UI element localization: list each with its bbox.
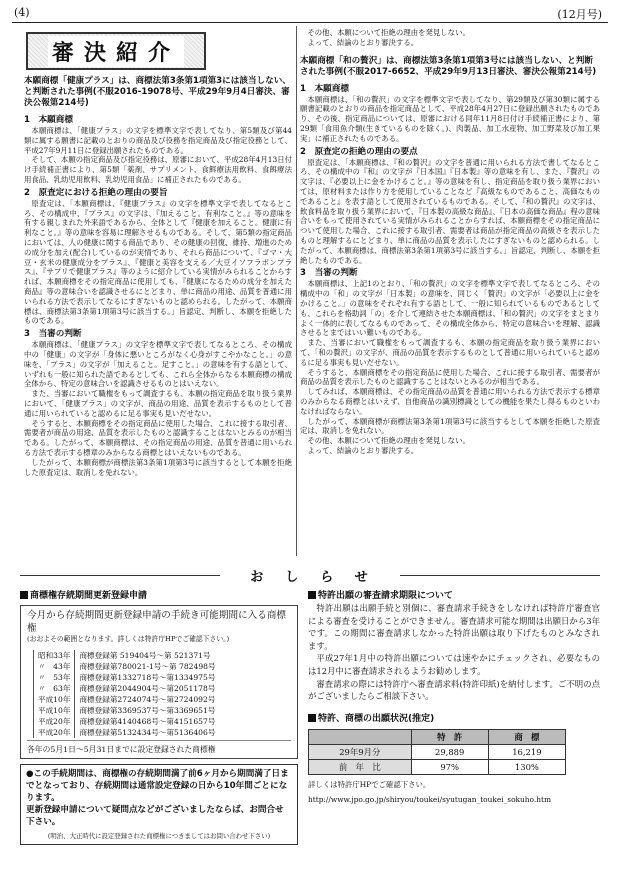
registration-table xyxy=(33,650,221,738)
table-row xyxy=(309,759,566,774)
issue-label: (12月号) xyxy=(557,8,602,21)
stats-patent: 29,889 xyxy=(411,744,488,759)
stats-table xyxy=(308,729,566,775)
stats-row-label: 29年9月分 xyxy=(309,744,412,759)
registration-range: 商標登録第2724074号～第2724092号 xyxy=(79,695,216,704)
table-row xyxy=(34,661,221,672)
paragraph: その他、本願について拒絶の理由を発見しない。 xyxy=(307,436,470,446)
page-number: (4) xyxy=(14,6,30,19)
paragraph: その他、本願について拒絶の理由を発見しない。 xyxy=(307,28,470,37)
black-square-icon xyxy=(308,714,316,722)
banner-rule-left xyxy=(20,575,220,576)
section-title-box xyxy=(26,32,206,70)
stats-header: 商 標 xyxy=(488,729,565,744)
registration-range: 商標登録第3369537号～第3369651号 xyxy=(79,706,216,715)
exam-paragraph: 審査請求の際には特許庁へ審査請求料(特許印紙)を納付します。ご不明の点がございましたらご相談下さい。 xyxy=(308,678,600,702)
stats-row-label: 前 年 比 xyxy=(309,759,412,774)
registration-era: 〃 63年 xyxy=(34,683,75,694)
stats-foot: 詳しくは特許庁HPでご確認下さい。 xyxy=(308,779,431,789)
exam-paragraph: 特許出願は出願手続と別個に、審査請求手続きをしなければ特許庁審査官による審査を受けることができません。審査請求可能な期間は出願日から3年です。この期間に審査請求しなかった特許出願は取り下げたものとみなされます。 xyxy=(308,603,600,651)
renewal-notice-box xyxy=(20,764,298,845)
renewal-lead-note: (おおよその範囲となります。詳しくは特許庁HPでご確認下さい。) xyxy=(27,635,230,643)
exam-title: 特許出願の審査請求期限について xyxy=(308,590,600,602)
table-row xyxy=(34,716,221,727)
table-row xyxy=(34,705,221,716)
heading-2-3: 3 当審の判断 xyxy=(300,268,358,279)
banner-rule-right xyxy=(400,575,600,576)
table-row xyxy=(34,683,221,694)
column-divider xyxy=(296,26,297,556)
stats-header xyxy=(309,729,412,744)
paragraph: そうすると、本願商標をその指定商品に使用した場合、これに接する取引者、需要者が商品の品質を表示したものと認識することはないとみるのが相当である。 xyxy=(300,367,600,387)
renewal-title: 商標権存続期間更新登録申請 xyxy=(20,590,298,602)
notice-banner-label: おしらせ xyxy=(250,569,390,585)
paragraph: したがって、本願商標が商標法第3条第1項第3号に該当するとして本願を拒絶した原査定は、取消しを免れない。 xyxy=(300,416,600,436)
table-row xyxy=(34,672,221,683)
paragraph: 本願商標は、「和の贅沢」の文字を標準文字で表してなり、第29類及び第30類に属する願書記載のとおりの商品を指定商品として、平成28年4月27日に登録出願されたものであり、その後、指定商品については、原審における同年11月8日付け手続補正書により、第29類「食用魚介類(生きているものを除く。)、肉製品、加工水産物、加工野菜及び加工果実」に補正されたものである。 xyxy=(300,94,600,143)
paragraph: また、当審において職権をもって調査するも、本願の指定商品を取り扱う業界において、「健康プラス」の文字が、商品の用途、品質を表示するものとして普通に用いられていると認めるに足る事実も見いだせない。 xyxy=(24,389,292,418)
paragraph: よって、結論のとおり審決する。 xyxy=(307,445,419,455)
left-column xyxy=(24,28,292,560)
paragraph: してみれば、本願商標は、その指定商品の品質を普通に用いられる方法で表示する標章のみからなる商標とはいえず、自他商品の識別標識としての機能を果たし得るものといわなければならない。 xyxy=(300,387,600,416)
case-title-1: 本願商標「健康プラス」は、商標法第3条第1項第3には該当しない、と判断された事例(不服2016-19078号、平成29年9月4日審決、審決公報第214号) xyxy=(24,76,291,108)
table-row xyxy=(34,694,221,705)
exam-section xyxy=(308,590,600,858)
notice-banner xyxy=(20,566,600,584)
table-row xyxy=(309,744,566,759)
registration-era: 〃 53年 xyxy=(34,672,75,683)
paragraph: 本願商標は、「健康プラス」の文字を標準文字で表してなり、第5類及び第44類に属する願書に記載のとおりの商品及び役務を指定商品及び指定役務として、平成27年9月11日に登録出願されたものである。 xyxy=(24,126,292,155)
paragraph: そうすると、本願商標をその指定商品に使用した場合、これに接する取引者、需要者が商品の用途、品質を表示したものと認識することはないとみるのが相当である。したがって、本願商標は、その指定商品の用途、品質を普通に用いられる方法で表示する標章のみからなる商標とはいえないものである。 xyxy=(24,418,292,457)
paragraph: 原査定は、「本願商標は、『健康プラス』の文字を標準文字で表してなるところ、その構成中、『プラス』の文字は、『加えること。有利なこと。』等の意味を有する親しまれた外来語であるから、全体として『健康を加えること。健康に有利なこと。』等の意味を容易に理解させるものである。そして、第5類の指定商品においては、人の健康に関する商品であり、その健康の回復、維持、増進のための成分を加え(配合)しているのが実情であり、それら商品について、『ゴマ・大豆・玄米の健康成分をプラス』、『健康と美容を支える／大豆イソフラボンプラス』、『サプリで健康プラス』等のように紹介している実情がみられることからすれば、本願商標をその指定商品に使用しても、『健康になるための成分を加えた商品』等の意味合いを認識させるにとどまり、単に商品の用途、品質を普通に用いられる方法で表示してなるにすぎないものと認められる。したがって、本願商標は、商標法第3条第1項第3号に該当する。」旨認定、判断し、本願を拒絶したものである。 xyxy=(24,198,292,326)
stats-tm: 130% xyxy=(488,759,565,774)
registration-range: 商標登録第780021-1号～第 782498号 xyxy=(79,662,216,671)
exam-paragraph: 平成27年1月中の特許出願については速やかにチェックされ、必要なものは12月中に審査請求されるようお勧めします。 xyxy=(308,653,600,676)
renewal-notice: ●この手続期間は、商標権の存続期間満了前6ヶ月から期間満了日までとなっており、存続期間は通常設定登録の日から10年間ごとになります。 xyxy=(26,769,289,803)
registration-range: 商標登録第5132434号～第5136406号 xyxy=(79,728,216,737)
registration-era: 平成20年 xyxy=(34,716,75,727)
registration-era: 〃 43年 xyxy=(34,661,75,672)
stats-tm: 16,219 xyxy=(488,744,565,759)
paragraph: そして、本願の指定商品及び指定役務は、原審において、平成28年4月13日付け手続補正書により、第5類「薬剤、サプリメント、食餌療法用飲料、食餌療法用食品、乳幼児用飲料、乳幼児用食品」に補正されたものである。 xyxy=(24,155,292,184)
stats-header: 特 許 xyxy=(411,729,488,744)
case-title-2: 本願商標「和の贅沢」は、商標法第3条第1項第3号には該当しない、と判断された事例(不服2017-6652、平成29年9月13日審決、審決公報第214号) xyxy=(300,55,597,77)
heading-2-1: 1 本願商標 xyxy=(300,83,349,94)
renewal-notice-note: (明治、大正時代に設定登録された商標権につきましてはお問い合わせ下さい) xyxy=(47,832,271,840)
registration-era: 平成10年 xyxy=(34,705,75,716)
heading-1-2: 2 原査定における拒絶の理由の要旨 xyxy=(24,187,168,198)
registration-era: 平成10年 xyxy=(34,694,75,705)
paragraph: 本願商標は、上記1のとおり、「和の贅沢」の文字を標準文字で表してなるところ、その構成中の「和」の文字が「日本製」の意味を、同じく「贅沢」の文字が「必要以上に金をかけること。」の意味をそれぞれ有する語として、一般に知られているものであるとしても、これらを格助詞「の」を介して連結させた本願商標は、「和の贅沢」の文字をまとまりよく一体的に表してなるものであって、その構成全体から、特定の意味合いを理解、認識させるとまではいい難いものである。 xyxy=(300,279,600,338)
paragraph: 本願商標は、「健康プラス」の文字を標準文字で表してなるところ、その構成中の「健康」の文字が「身体に悪いところがなく心身がすこやかなこと。」の意味を、「プラス」の文字が「加えること。足すこと。」の意味を有する語として、いずれも一般に知られた語であるとしても、これら全体からなる本願商標の構成全体から、特定の意味合いを認識させるものとはいえない。 xyxy=(24,340,292,389)
heading-1-1: 1 本願商標 xyxy=(24,115,73,125)
registration-range: 商標登録第 519404号～第 521371号 xyxy=(79,651,211,660)
renewal-section xyxy=(20,590,298,858)
paragraph: また、当審において職権をもって調査するも、本願の指定商品を取り扱う業界において、「和の贅沢」の文字が、商品の品質を表示するものとして普通に用いられていると認めるに足る事実も見いだせない。 xyxy=(300,338,600,367)
section-title: 審決紹介 xyxy=(48,36,184,67)
paragraph: したがって、本願商標が商標法第3条第1項第3号に該当するとして本願を拒絶した原査定は、取消しを免れない。 xyxy=(24,457,292,477)
registration-range: 商標登録第4140468号～第4151657号 xyxy=(79,717,216,726)
heading-1-3: 3 当審の判断 xyxy=(24,329,82,340)
renewal-notice-2: 更新登録申請について疑問点などがございましたならば、お問合せ下さい。 xyxy=(26,805,284,827)
black-square-icon xyxy=(20,591,28,599)
renewal-period: 各年の5月1日～5月31日までに設定登録された商標権 xyxy=(27,740,291,755)
table-row xyxy=(34,650,221,661)
table-row xyxy=(34,727,221,738)
stats-title: 特許、商標の出願状況(推定) xyxy=(308,713,600,725)
paragraph: よって、結論のとおり審決する。 xyxy=(307,37,419,47)
renewal-lead: 今月から存続期間更新登録申請の手続き可能期間に入る商標権 xyxy=(27,610,287,634)
stats-section xyxy=(308,713,600,805)
stats-patent: 97% xyxy=(411,759,488,774)
paragraph: 原査定は、「本願商標は、『和の贅沢』の文字を普通に用いられる方法で書してなるところ、その構成中の『和』の文字が『日本国』『日本製』等の意味を有し、また、『贅沢』の文字は、『必要以上に金をかけること。』等の意味を有し、指定商品を取り扱う業界においては、原材料または作り方を使用していることなど『高級なものであること、高価なものであること』を表す語として使用されているものである。そして、『和の贅沢』の文字は、飲食料品を取り扱う業界において、『日本製の高級な商品』、『日本の高価な商品』程の意味合いをもって使用されている実情がみられることからすれば、本願商標をその指定商品について使用した場合、これに接する取引者、需要者は商品が指定商品の高級さを表示したものと理解するにとどまり、単に商品の品質を表示したにすぎないものと認められる。したがって、本願商標は、商標法第3条第1項第3号に該当する。」旨認定、判断し、本願を拒絶したものである。 xyxy=(300,157,600,265)
top-rule xyxy=(12,22,608,23)
registration-era: 昭和33年 xyxy=(34,650,75,661)
registration-era: 平成20年 xyxy=(34,727,75,738)
registration-range: 商標登録第2044904号～第2051178号 xyxy=(79,684,216,693)
right-column xyxy=(300,28,600,560)
renewal-box xyxy=(20,605,298,759)
stats-url[interactable]: http://www.jpo.go.jp/shiryou/toukei/syutugan_toukei_sokuho.htm xyxy=(308,794,551,804)
registration-range: 商標登録第1332718号～第1334975号 xyxy=(79,673,216,682)
heading-2-2: 2 原査定の拒絶の理由の要点 xyxy=(300,146,418,157)
black-square-icon xyxy=(308,591,316,599)
